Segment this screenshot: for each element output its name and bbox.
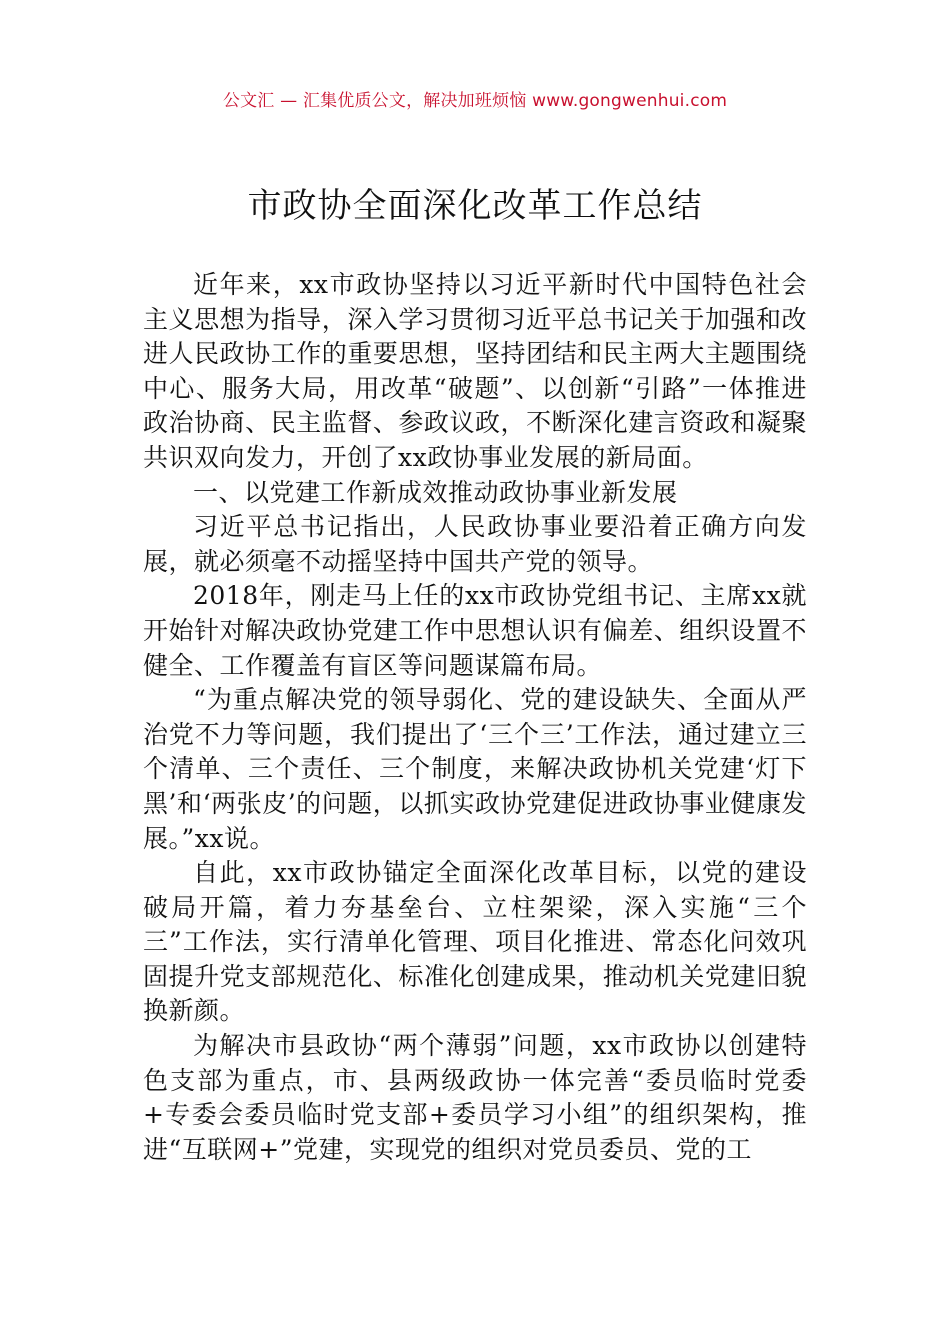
section-heading-1: 一、以党建工作新成效推动政协事业新发展 bbox=[193, 477, 678, 507]
paragraph-intro: 近年来，xx市政协坚持以习近平新时代中国特色社会主义思想为指导，深入学习贯彻习近平总书记关于加强和改进人民政协工作的重要思想，坚持团结和民主两大主题围绕中心、服务大局，用改革“破题”、以创新“引路”一体推进政治协商、民主监督、参政议政，不断深化建言资政和凝聚共识双向发力，开创了xx政协事业发展的新局面。 bbox=[143, 270, 807, 472]
paragraph: 习近平总书记指出，人民政协事业要沿着正确方向发展，就必须毫不动摇坚持中国共产党的领导。 bbox=[143, 512, 807, 576]
paragraph: 2018年，刚走马上任的xx市政协党组书记、主席xx就开始针对解决政协党建工作中思想认识有偏差、组织设置不健全、工作覆盖有盲区等问题谋篇布局。 bbox=[143, 581, 807, 680]
document-body bbox=[143, 268, 807, 1167]
paragraph-quote: “为重点解决党的领导弱化、党的建设缺失、全面从严治党不力等问题，我们提出了‘三个三’工作法，通过建立三个清单、三个责任、三个制度，来解决政协机关党建‘灯下黑’和‘两张皮’的问题，以抓实政协党建促进政协事业健康发展。”xx说。 bbox=[143, 685, 807, 853]
header-banner: 公文汇 — 汇集优质公文，解决加班烦恼 www.gongwenhui.com bbox=[222, 91, 728, 111]
paragraph: 自此，xx市政协锚定全面深化改革目标，以党的建设破局开篇，着力夯基垒台、立柱架梁，深入实施“三个三”工作法，实行清单化管理、项目化推进、常态化问效巩固提升党支部规范化、标准化创建成果，推动机关党建旧貌换新颜。 bbox=[143, 858, 807, 1026]
paragraph: 为解决市县政协“两个薄弱”问题，xx市政协以创建特色支部为重点，市、县两级政协一体完善“委员临时党委+专委会委员临时党支部+委员学习小组”的组织架构，推进“互联网+”党建，实现党的组织对党员委员、党的工 bbox=[143, 1031, 807, 1164]
document-title: 市政协全面深化改革工作总结 bbox=[247, 186, 703, 226]
